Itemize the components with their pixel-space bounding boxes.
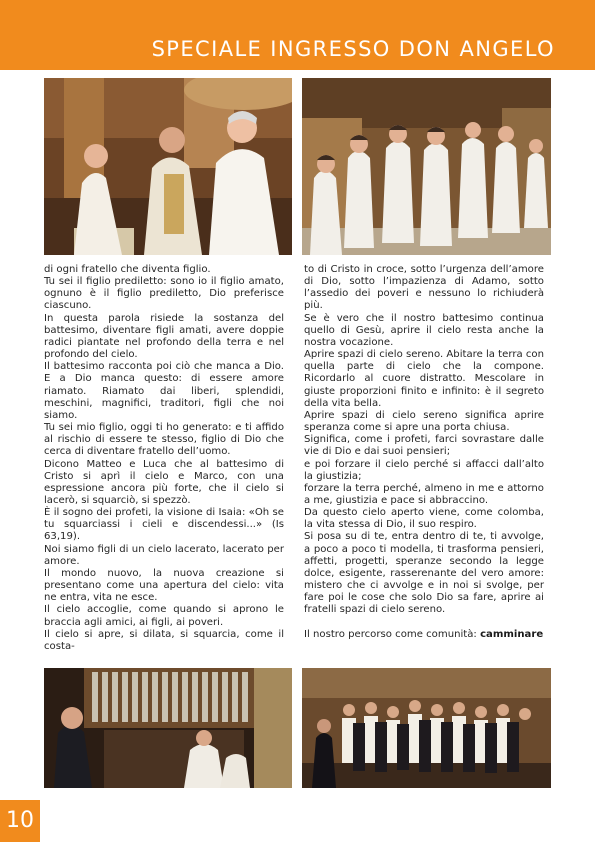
photo-clergy-altar — [44, 78, 292, 255]
paragraph: Aprire spazi di cielo sereno. Abitare la terra con quella parte di cielo che la compone. Ricordarlo al cuore distratto. Mescolare in giuste proporzioni finito e infinito: è il segreto della vita bella. — [304, 349, 544, 409]
photo-choir — [302, 668, 551, 788]
photo-organist — [44, 668, 292, 788]
paragraph: Il mondo nuovo, la nuova creazione si presentano come una apertura del cielo: vita ne entra, vita ne esce. — [44, 567, 284, 604]
paragraph: Tu sei il figlio prediletto: sono io il figlio amato, ognuno è il figlio prediletto, Dio preferisce ciascuno. — [44, 276, 284, 312]
paragraph: È il sogno dei profeti, la visione di Isaia: «Oh se tu squarciassi i cieli e discendessi...» (Is 63,19). — [44, 507, 284, 543]
paragraph: Il battesimo racconta poi ciò che manca a Dio. E a Dio manca questo: di essere amore riamato. Riamato dai liberi, splendidi, meschini, magnifici, traditori, figli che noi siamo. — [44, 361, 284, 421]
page-header-title: SPECIALE INGRESSO DON ANGELO — [151, 37, 555, 61]
paragraph: Aprire spazi di cielo sereno significa aprire speranza come si apre una porta chiusa. — [304, 409, 544, 434]
paragraph: Tu sei mio figlio, oggi ti ho generato: e ti affido al rischio di essere te stesso, figlio di Dio che cerca di diventare fratello dell’uomo. — [44, 422, 284, 458]
paragraph: Se è vero che il nostro battesimo continua quello di Gesù, aprire il cielo resta anche la nostra vocazione. — [304, 312, 544, 348]
closing-paragraph — [304, 629, 544, 641]
text-column-right — [304, 264, 544, 641]
paragraph: In questa parola risiede la sostanza del battesimo, diventare figli amati, avere doppie radici piantate nel profondo della terra e nel profondo del cielo. — [44, 312, 284, 361]
paragraph: di ogni fratello che diventa figlio. — [44, 264, 211, 275]
paragraph: Significa, come i profeti, farci sovrastare dalle vie di Dio e dai suoi pensieri; — [304, 434, 544, 458]
paragraph: to di Cristo in croce, sotto l’urgenza dell’amore di Dio, sotto l’impazienza di Adamo, sotto l’assedio dei poveri e nessuno lo richiuderà più. — [304, 264, 544, 312]
paragraph: forzare la terra perché, almeno in me e attorno a me, giustizia e pace si abbraccino. — [304, 482, 544, 506]
paragraph: Dicono Matteo e Luca che al battesimo di Cristo si aprì il cielo e Marco, con una espressione ancora più forte, che il cielo si lacerò, si squarciò, si spezzò. — [44, 458, 284, 506]
paragraph: Si posa su di te, entra dentro di te, ti avvolge, a poco a poco ti modella, ti trasforma pensieri, affetti, progetti, speranze secondo la legge dolce, esigente, rasserenante del vero amore: mistero che ci avvolge e in noi si svolge, per fare poi le cose che solo Dio sa fare, aprire ai fratelli spazi di cielo sereno. — [304, 531, 544, 616]
closing-bold-word: camminare — [480, 628, 544, 640]
page-number: 10 — [6, 808, 34, 833]
paragraph: Il cielo accoglie, come quando si aprono le braccia agli amici, ai figli, ai poveri. — [44, 604, 284, 628]
paragraph: Da questo cielo aperto viene, come colomba, la vita stessa di Dio, il suo respiro. — [304, 507, 544, 531]
text-column-left — [44, 264, 284, 653]
closing-text: Il nostro percorso come comunità: — [304, 628, 477, 640]
photo-altar-servers — [302, 78, 551, 255]
paragraph: Noi siamo figli di un cielo lacerato, lacerato per amore. — [44, 543, 284, 567]
paragraph: e poi forzare il cielo perché si affacci dall’alto la giustizia; — [304, 458, 544, 482]
paragraph: Il cielo si apre, si dilata, si squarcia, come il costa- — [44, 628, 284, 652]
